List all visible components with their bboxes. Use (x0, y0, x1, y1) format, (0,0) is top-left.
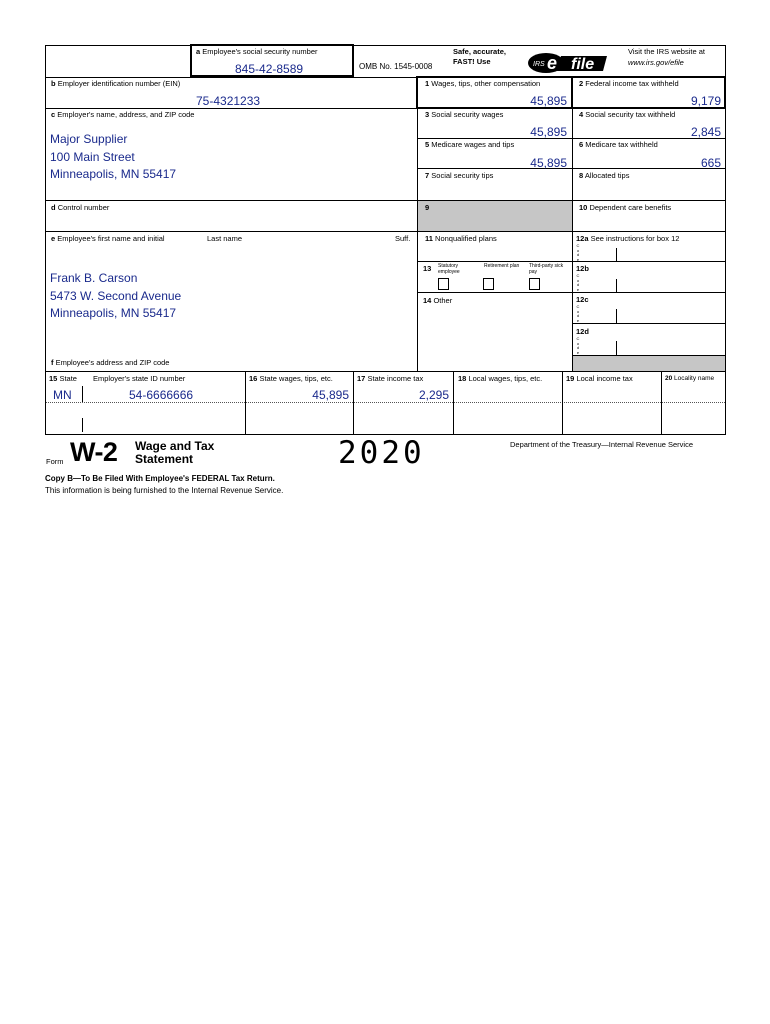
box-1-label: Wages, tips, other compensation (431, 79, 541, 88)
employer-street[interactable]: 100 Main Street (50, 150, 135, 164)
rule (616, 279, 617, 292)
box-3-num: 3 (425, 110, 430, 119)
box-e-letter: e (51, 234, 56, 243)
box-14-num: 14 (423, 296, 432, 305)
employee-street[interactable]: 5473 W. Second Avenue (50, 289, 182, 303)
state-value[interactable]: MN (53, 388, 72, 402)
box-17-num: 17 (357, 374, 366, 383)
box-19-num: 19 (566, 374, 575, 383)
efile-url[interactable]: www.irs.gov/efile (628, 58, 684, 67)
box-12a-label: See instructions for box 12 (590, 234, 680, 243)
form-title-line1: Wage and Tax (135, 439, 215, 453)
box-14-label: Other (433, 296, 453, 305)
efile-line2: FAST! Use (453, 57, 491, 66)
box-5-value[interactable]: 45,895 (530, 156, 567, 170)
retirement-checkbox[interactable] (483, 278, 494, 290)
rule (45, 200, 725, 201)
box-16-num: 16 (249, 374, 258, 383)
state-id-value[interactable]: 54-6666666 (129, 388, 194, 402)
box-7-num: 7 (425, 171, 430, 180)
box-9-num: 9 (425, 203, 430, 212)
box-2-value[interactable]: 9,179 (690, 94, 721, 108)
box-1-value[interactable]: 45,895 (530, 94, 567, 108)
rule (353, 371, 354, 435)
box-16-label: State wages, tips, etc. (259, 374, 333, 383)
box-5-num: 5 (425, 140, 430, 149)
box-1-num: 1 (425, 79, 430, 88)
statutory-label: Statutory employee (438, 263, 460, 275)
rule (616, 309, 617, 323)
box-20-label: Locality name (674, 375, 715, 382)
employer-city[interactable]: Minneapolis, MN 55417 (50, 167, 177, 181)
box-f-label: Employee's address and ZIP code (55, 358, 170, 367)
box-12c-num: 12c (576, 295, 589, 304)
box-c-letter: c (51, 110, 56, 119)
box-12a-num: 12a (576, 234, 589, 243)
rule (45, 45, 46, 435)
ein-value[interactable]: 75-4321233 (196, 94, 261, 108)
employee-name[interactable]: Frank B. Carson (50, 271, 138, 285)
rule (45, 108, 417, 109)
rule (82, 386, 83, 402)
box-10-num: 10 (579, 203, 588, 212)
info-line: This information is being furnished to the Internal Revenue Service. (45, 486, 284, 495)
rule (616, 341, 617, 355)
w2-form (45, 45, 725, 435)
department: Department of the Treasury—Internal Revenue Service (510, 440, 694, 449)
box-6-label: Medicare tax withheld (585, 140, 658, 149)
box-f-letter: f (51, 358, 54, 367)
box-18-label: Local wages, tips, etc. (468, 374, 543, 383)
box-a-letter: a (196, 47, 201, 56)
rule (45, 231, 725, 232)
box-11-num: 11 (425, 234, 433, 243)
form-word: Form (46, 457, 64, 466)
box-c-label: Employer's name, address, and ZIP code (57, 110, 195, 119)
efile-line1: Safe, accurate, (453, 47, 506, 56)
shaded-area (573, 356, 725, 371)
box-7-label: Social security tips (431, 171, 494, 180)
box-12d-num: 12d (576, 327, 589, 336)
efile-visit: Visit the IRS website at (628, 47, 705, 56)
box-15-label: State (59, 374, 77, 383)
box-17-label: State income tax (367, 374, 424, 383)
box-4-num: 4 (579, 110, 584, 119)
box-6-value[interactable]: 665 (700, 156, 721, 170)
box-e-label: Employee's first name and initial (57, 234, 165, 243)
rule (45, 45, 725, 46)
box-12c-code-label: C o d e (576, 304, 580, 323)
box-3-label: Social security wages (431, 110, 504, 119)
thirdparty-label: Third-party sick pay (529, 263, 564, 275)
ssn-value[interactable]: 845-42-8589 (235, 62, 304, 76)
form-title-line2: Statement (135, 452, 194, 466)
box-19-label: Local income tax (576, 374, 633, 383)
rule (82, 418, 83, 432)
rule (417, 292, 725, 293)
box-4-label: Social security tax withheld (585, 110, 676, 119)
rule (245, 371, 246, 435)
box-8-label: Allocated tips (584, 171, 630, 180)
box-20-num: 20 (665, 375, 673, 382)
box-8-num: 8 (579, 171, 584, 180)
box-6-num: 6 (579, 140, 584, 149)
rule (453, 371, 454, 435)
box-12a-code-label: C o d e (576, 243, 580, 262)
box-b-letter: b (51, 79, 56, 88)
box-d-letter: d (51, 203, 56, 212)
box-2-label: Federal income tax withheld (585, 79, 679, 88)
box-17-value[interactable]: 2,295 (418, 388, 449, 402)
irs-efile-logo (527, 52, 609, 74)
rule (661, 371, 662, 435)
dotted-rule (45, 402, 725, 403)
copy-b-line: Copy B—To Be Filed With Employee's FEDERAL Tax Return. (45, 474, 275, 483)
box-11-label: Nonqualified plans (435, 234, 497, 243)
logo-irs: IRS (533, 61, 545, 68)
statutory-checkbox[interactable] (438, 278, 449, 290)
rule (562, 371, 563, 435)
retirement-label: Retirement plan (484, 263, 520, 269)
box-9-shaded (418, 201, 572, 231)
box-15-id-label: Employer's state ID number (93, 374, 186, 383)
rule (45, 371, 725, 372)
box-a-label: Employee's social security number (202, 47, 318, 56)
omb-number: OMB No. 1545-0008 (359, 62, 433, 71)
box-18-num: 18 (458, 374, 467, 383)
box-16-value[interactable]: 45,895 (312, 388, 349, 402)
box-12b-code-label: C o d e (576, 273, 580, 292)
employee-city[interactable]: Minneapolis, MN 55417 (50, 306, 177, 320)
box-4-value[interactable]: 2,845 (690, 125, 721, 139)
box-12d-code-label: C o d e (576, 336, 580, 355)
last-name-label: Last name (207, 234, 243, 243)
employer-name[interactable]: Major Supplier (50, 132, 128, 146)
form-name: W-2 (70, 437, 118, 467)
box-b-label: Employer identification number (EIN) (57, 79, 181, 88)
box-5-label: Medicare wages and tips (431, 140, 515, 149)
rule (417, 261, 725, 262)
box-3-value[interactable]: 45,895 (530, 125, 567, 139)
rule (572, 323, 725, 324)
logo-e: e (547, 53, 558, 73)
tax-year: 2020 (338, 435, 425, 471)
box-d-label: Control number (57, 203, 110, 212)
box-12b-num: 12b (576, 264, 589, 273)
logo-file: file (571, 56, 595, 73)
box-13-num: 13 (423, 264, 432, 273)
box-10-label: Dependent care benefits (589, 203, 672, 212)
suffix-label: Suff. (395, 234, 411, 243)
box-2-num: 2 (579, 79, 584, 88)
box-15-num: 15 (49, 374, 58, 383)
rule (616, 248, 617, 261)
thirdparty-checkbox[interactable] (529, 278, 540, 290)
rule (572, 77, 573, 371)
